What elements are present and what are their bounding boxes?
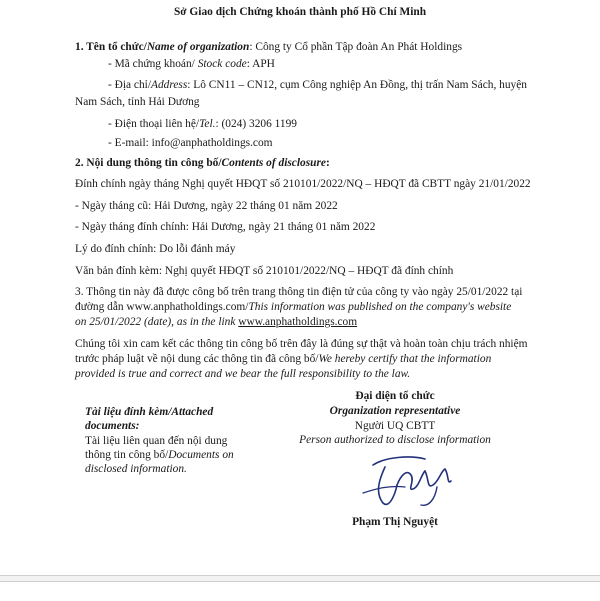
correction-line: Đính chính ngày tháng Nghị quyết HĐQT số 210101/2022/NQ – HĐQT đã CBTT ngày 21/01/2022 (75, 178, 531, 190)
address-line: - Địa chỉ/Address: Lô CN11 – CN12, cụm Công nghiệp An Đồng, thị trấn Nam Sách, huyện (108, 79, 527, 91)
rep-name: Phạm Thị Nguyệt (352, 516, 438, 528)
disclosure-heading: 2. Nội dung thông tin công bố/Contents of disclosure: (75, 157, 330, 169)
old-date-line: - Ngày tháng cũ: Hải Dương, ngày 22 tháng 01 năm 2022 (75, 200, 338, 212)
stock-code-value: : APH (246, 58, 275, 70)
publication-line-2: đường dẫn www.anphatholdings.com/This information was published on the company's website (75, 301, 512, 313)
rep-role-vi: Người UQ CBTT (354, 420, 436, 432)
org-name-line (75, 40, 462, 54)
commitment-line-2: trước pháp luật về nội dung các thông tin đã công bố/We hereby certify that the information (75, 353, 492, 365)
commitment-line-1: Chúng tôi xin cam kết các thông tin công bố trên đây là đúng sự thật và hoàn toàn chịu trách nhiệm (75, 338, 528, 350)
reason-line: Lý do đính chính: Do lỗi đánh máy (75, 243, 236, 255)
org-heading-en: Name of organization (146, 41, 250, 53)
address-value: : Lô CN11 – CN12, cụm Công nghiệp An Đồng, thị trấn Nam Sách, huyện (187, 79, 527, 91)
attachments-line-3: disclosed information. (85, 463, 187, 475)
attachments-line-1: Tài liệu liên quan đến nội dung (85, 435, 228, 447)
phone-line: - Điện thoại liên hệ/Tel.: (024) 3206 1199 (108, 118, 297, 130)
next-page-edge (0, 581, 600, 601)
rep-title-vi: Đại diện tổ chức (355, 390, 435, 402)
attachments-heading: Tài liệu đính kèm/Attached (85, 406, 214, 418)
stock-code-line: - Mã chứng khoán/ Stock code: APH (108, 58, 275, 70)
commitment-line-3: provided is true and correct and we bear the full responsibility to the law. (75, 368, 411, 380)
publication-line-1: 3. Thông tin này đã được công bố trên trang thông tin điện tử của công ty vào ngày 25/01/2022 tại (75, 286, 523, 298)
website-link[interactable]: www.anphatholdings.com (238, 316, 358, 328)
attachments-line-2: thông tin công bố/Documents on (85, 449, 234, 461)
org-heading-vi: 1. Tên tổ chức/ (75, 41, 147, 53)
org-name-value: : Công ty Cổ phần Tập đoàn An Phát Holdings (249, 41, 463, 53)
new-date-line: - Ngày tháng đính chính: Hải Dương, ngày 21 tháng 01 năm 2022 (75, 221, 376, 233)
email-line: - E-mail: info@anphatholdings.com (108, 137, 273, 149)
attached-doc-line: Văn bản đính kèm: Nghị quyết HĐQT số 210101/2022/NQ – HĐQT đã đính chính (75, 265, 454, 277)
phone-value: : (024) 3206 1199 (215, 118, 297, 130)
publication-line-3: on 25/01/2022 (date), as in the link www.anphatholdings.com (75, 316, 358, 328)
rep-title-en: Organization representative (329, 405, 461, 417)
rep-role-en: Person authorized to disclose information (299, 434, 491, 446)
address-continuation: Nam Sách, tỉnh Hải Dương (75, 96, 200, 108)
attachments-heading-2: documents: (85, 420, 140, 432)
signature-image (355, 445, 475, 515)
exchange-name: Sở Giao dịch Chứng khoán thành phố Hồ Chí Minh (173, 6, 427, 18)
